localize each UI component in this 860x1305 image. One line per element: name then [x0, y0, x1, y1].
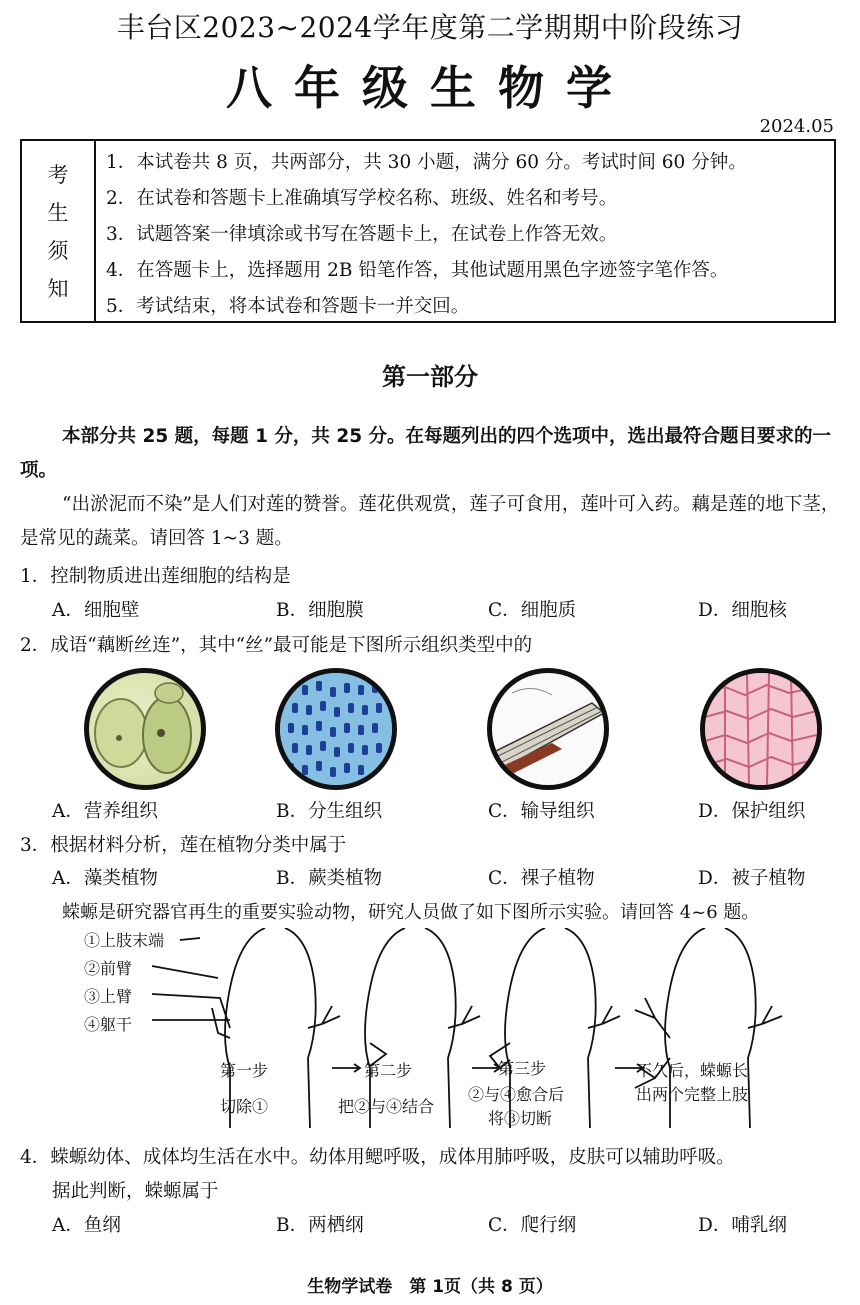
notice-item: 3．试题答案一律填涂或书写在答题卡上，在试卷上作答无效。 [106, 224, 618, 245]
step-1-title: 第一步 [220, 1061, 269, 1080]
notice-item: 5．考试结束，将本试卷和答题卡一并交回。 [106, 296, 470, 317]
notice-item: 4．在答题卡上，选择题用 2B 铅笔作答，其他试题用黑色字迹签字笔作答。 [106, 260, 729, 281]
option-b[interactable]: B．细胞膜 [276, 600, 364, 621]
step-3-title: 第三步 [498, 1059, 547, 1078]
tissue-image-protective [700, 668, 822, 790]
tissue-image-conductive [487, 668, 609, 790]
notice-heading-char: 考 [47, 163, 69, 187]
step-4-title: 不久后，蝾螈长 [636, 1061, 749, 1080]
option-c[interactable]: C．爬行纲 [488, 1215, 577, 1236]
notice-item: 2．在试卷和答题卡上准确填写学校名称、班级、姓名和考号。 [106, 188, 618, 209]
question-4-stem-2: 据此判断，蝾螈属于 [52, 1181, 219, 1202]
option-c[interactable]: C．细胞质 [488, 600, 577, 621]
option-d[interactable]: D．被子植物 [698, 868, 806, 889]
option-c[interactable]: C．输导组织 [488, 801, 595, 822]
section-intro: 本部分共 25 题，每题 1 分，共 25 分。在每题列出的四个选项中，选出最符合题目要求的一项。 [20, 426, 832, 481]
option-a[interactable]: A．藻类植物 [52, 868, 158, 889]
option-d[interactable]: D．哺乳纲 [698, 1215, 787, 1236]
option-a[interactable]: A．细胞壁 [52, 600, 140, 621]
notice-heading-char: 生 [47, 201, 69, 225]
part-label: ①上肢末端 [84, 931, 165, 950]
notice-heading [22, 141, 96, 321]
tissue-image-nutrient [84, 668, 206, 790]
option-a[interactable]: A．营养组织 [52, 801, 158, 822]
tissue-image-meristem [275, 668, 397, 790]
option-a[interactable]: A．鱼纲 [52, 1215, 121, 1236]
page-footer: 生物学试卷 第 1页（共 8 页） [307, 1277, 553, 1297]
step-2-title: 第二步 [364, 1061, 413, 1080]
salamander-passage: 蝾螈是研究器官再生的重要实验动物，研究人员做了如下图所示实验。请回答 4~6 题。 [62, 902, 760, 923]
question-2-stem: 2．成语“藕断丝连”，其中“丝”最可能是下图所示组织类型中的 [20, 635, 533, 656]
step-2-desc: 把②与④结合 [338, 1097, 435, 1116]
subject-title: 八年级生物学 [226, 61, 634, 115]
option-b[interactable]: B．分生组织 [276, 801, 383, 822]
option-b[interactable]: B．两栖纲 [276, 1215, 364, 1236]
option-b[interactable]: B．蕨类植物 [276, 868, 383, 889]
question-4-stem: 4．蝾螈幼体、成体均生活在水中。幼体用鳃呼吸，成体用肺呼吸，皮肤可以辅助呼吸。 [20, 1147, 735, 1168]
step-4-desc: 出两个完整上肢 [636, 1085, 749, 1104]
notice-list [106, 145, 826, 325]
section-title: 第一部分 [382, 363, 478, 391]
step-3-desc: ②与④愈合后 [468, 1085, 565, 1104]
option-c[interactable]: C．裸子植物 [488, 868, 595, 889]
step-1-desc: 切除① [220, 1097, 269, 1116]
question-1-stem: 1．控制物质进出莲细胞的结构是 [20, 566, 291, 587]
lotus-passage: “出淤泥而不染”是人们对莲的赞誉。莲花供观赏，莲子可食用，莲叶可入药。藕是莲的地下茎，是常见的蔬菜。请回答 1~3 题。 [20, 494, 840, 549]
notice-heading-char: 须 [47, 239, 69, 263]
notice-item: 1．本试卷共 8 页，共两部分，共 30 小题，满分 60 分。考试时间 60 分钟。 [106, 152, 747, 173]
exam-title: 丰台区2023~2024学年度第二学期期中阶段练习 [116, 11, 744, 44]
exam-date: 2024.05 [759, 116, 834, 137]
notice-box [20, 139, 836, 323]
part-label: ③上臂 [84, 987, 133, 1006]
part-label: ②前臂 [84, 959, 133, 978]
option-d[interactable]: D．细胞核 [698, 600, 787, 621]
step-3-desc-2: 将③切断 [488, 1109, 553, 1128]
notice-heading-char: 知 [47, 277, 69, 301]
salamander-figure [70, 928, 800, 1128]
question-3-stem: 3．根据材料分析，莲在植物分类中属于 [20, 835, 347, 856]
part-label: ④躯干 [84, 1015, 133, 1034]
option-d[interactable]: D．保护组织 [698, 801, 806, 822]
